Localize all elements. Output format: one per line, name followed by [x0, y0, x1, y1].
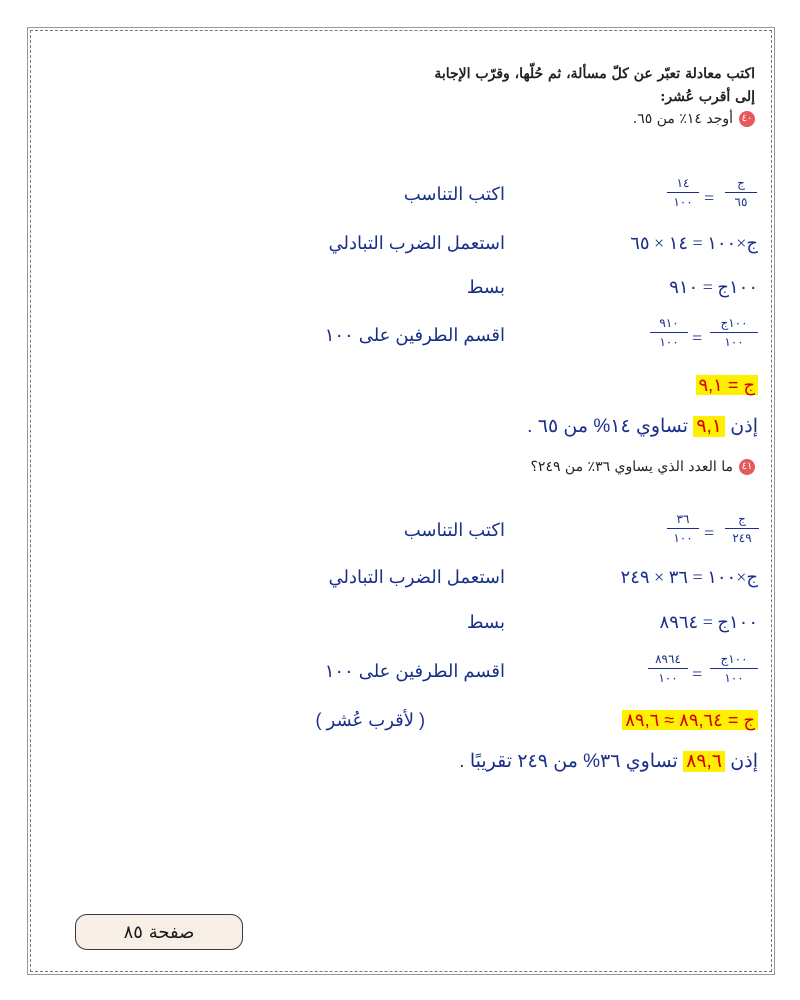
step-label: اكتب التناسب — [403, 520, 505, 540]
step-label: بسط — [466, 277, 505, 297]
instruction-line-2: إلى أقرب عُشر: — [660, 89, 755, 105]
step-label: اكتب التناسب — [403, 184, 505, 204]
question-prompt: أوجد ١٤٪ من ٦٥. — [632, 111, 733, 127]
simplify-expr: ١٠٠ج = ٩١٠ — [669, 277, 758, 297]
step-label: بسط — [466, 612, 505, 632]
step-label: اقسم الطرفين على ١٠٠ — [324, 325, 505, 345]
fraction-right: ٨٩٦٤ ١٠٠ — [648, 652, 688, 685]
result: ج = ٨٩,٦٤ ≈ ٨٩,٦ — [622, 710, 758, 731]
cross-multiply-expr: ج×١٠٠ = ١٤ × ٦٥ — [630, 233, 758, 253]
fraction-left: ١٠٠ج ١٠٠ — [710, 652, 758, 685]
step-label: اقسم الطرفين على ١٠٠ — [324, 661, 505, 681]
conclusion: إذن ٨٩,٦ تساوي ٣٦% من ٢٤٩ تقريبًا . — [459, 751, 758, 772]
page-border — [30, 30, 772, 972]
page-number-text: صفحة ٨٥ — [123, 921, 195, 943]
equals-sign: = — [704, 523, 715, 543]
question-prompt: ما العدد الذي يساوي ٣٦٪ من ٢٤٩؟ — [530, 459, 733, 475]
conclusion: إذن ٩,١ تساوي ١٤% من ٦٥ . — [527, 416, 758, 437]
question-40 — [633, 111, 755, 127]
step-label: استعمل الضرب التبادلي — [328, 567, 505, 587]
question-number-badge: ٤٠ — [739, 111, 755, 127]
equals-sign: = — [704, 188, 715, 208]
page-number-label — [75, 914, 243, 950]
fraction-left: ج ٢٤٩ — [725, 512, 759, 545]
instruction-line-1: اكتب معادلة تعبّر عن كلّ مسألة، ثم حُلّها، وقرّب الإجابة — [434, 66, 755, 82]
fraction-left: ١٠٠ج ١٠٠ — [710, 316, 758, 349]
rounding-note: ( لأقرب عُشر ) — [315, 710, 425, 730]
fraction-right: ١٤ ١٠٠ — [667, 176, 699, 209]
question-number-badge: ٤١ — [739, 459, 755, 475]
equals-sign: = — [692, 328, 703, 348]
fraction-right: ٩١٠ ١٠٠ — [650, 316, 688, 349]
step-label: استعمل الضرب التبادلي — [328, 233, 505, 253]
cross-multiply-expr: ج×١٠٠ = ٣٦ × ٢٤٩ — [620, 567, 758, 587]
fraction-right: ٣٦ ١٠٠ — [667, 512, 699, 545]
simplify-expr: ١٠٠ج = ٨٩٦٤ — [659, 612, 758, 632]
equals-sign: = — [692, 664, 703, 684]
question-41 — [530, 459, 755, 475]
fraction-left: ج ٦٥ — [725, 176, 757, 209]
result: ج = ٩,١ — [696, 375, 758, 396]
